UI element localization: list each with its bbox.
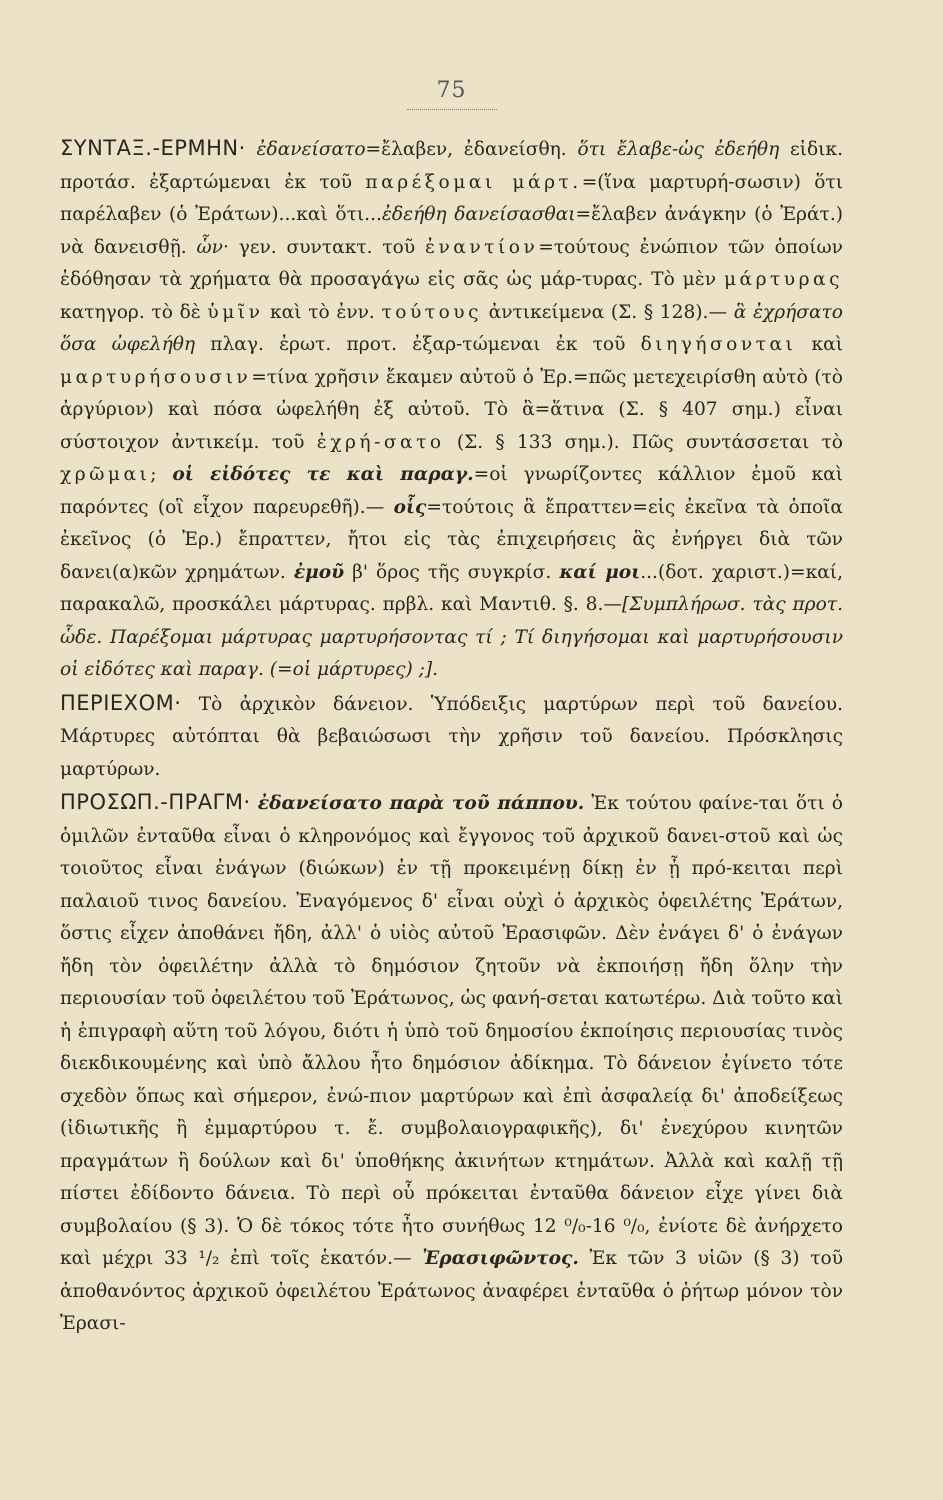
text-run: =τίνα χρῆσιν ἔκαμεν αὐτοῦ ὁ Ἐρ.=πῶς μετεχειρίσθη αὐτὸ (τὸ ἀργύριον) καὶ πόσα ὠφελήθη ἐξ αὐτοῦ. Τὸ ἃ=ἅτινα (Σ. § 407 σημ.) εἶναι σύστοιχον ἀντικείμ. τοῦ xyxy=(60,366,843,453)
contents-paragraph xyxy=(60,687,843,787)
text-run: ἐμοῦ xyxy=(293,561,345,583)
text-run: παρέξομαι μάρτ. xyxy=(365,171,582,193)
text-run: κατηγορ. τὸ δὲ xyxy=(60,301,208,323)
text-run: =(ἵνα μαρτυρή-σωσιν) ὅτι παρέλαβεν (ὁ Ἐράτων)...καὶ ὅτι... xyxy=(60,171,843,225)
page-number: 75 xyxy=(436,78,467,103)
text-run: ἐχρή-σατο xyxy=(316,431,445,453)
text-run: ὅτι ἔλαβε-ὡς ἐδεήθη xyxy=(577,139,780,160)
text-run: =ἔλαβεν ἀνάγκην (ὁ Ἐράτ.) νὰ δανεισθῇ. xyxy=(60,204,843,258)
text-run: καὶ τὸ ἐνν. xyxy=(263,301,382,323)
persons-paragraph xyxy=(60,786,843,1341)
text-run: ; xyxy=(150,464,173,485)
text-run: · γεν. συντακτ. τοῦ xyxy=(222,236,426,258)
text-run: οἷς xyxy=(393,496,427,518)
syntax-text xyxy=(60,139,843,680)
page-number-rule xyxy=(407,109,497,110)
text-run: Ἐκ τούτου φαίνε-ται ὅτι ὁ ὁμιλῶν ἐνταῦθα εἶναι ὁ κληρονόμος καὶ ἔγγονος τοῦ ἀρχικοῦ δανει-στοῦ καὶ ὡς τοιοῦτος εἶναι ἐνάγων (διώκων) ἐν τῇ προκειμένῃ δίκῃ ἐν ᾗ πρό-κειται περὶ παλαιοῦ τινος δανείου. Ἐναγόμενος δ' εἶναι οὐχὶ ὁ ἀρχικὸς ὀφειλέτης Ἐράτων, ὅστις εἶχεν ἀποθάνει ἤδη, ἀλλ' ὁ υἱὸς αὐτοῦ Ἐρασιφῶν. Δὲν ἐνάγει δ' ὁ ἐνάγων ἤδη τὸν ὀφειλέτην ἀλλὰ τὸ δημόσιον ζητοῦν νὰ ἐκποιήσῃ ἤδη ὅλην τὴν περιουσίαν τοῦ ὀφειλέτου τοῦ Ἐράτωνος, ὡς φανή-σεται κατωτέρω. Διὰ τοῦτο καὶ ἡ ἐπιγραφὴ αὕτη τοῦ λόγου, διότι ἡ ὑπὸ τοῦ δημοσίου ἐκποίησις περιουσίας τινὸς διεκδικουμένης καὶ ὑπὸ ἄλλου ἦτο δημόσιον ἀδίκημα. Τὸ δάνειον ἐγίνετο τότε σχεδὸν ὅπως καὶ σήμερον, ἐνώ-πιον μαρτύρων καὶ ἐπὶ ἀσφαλείᾳ δι' ἀποδείξεως (ἰδιωτικῆς ἢ ἐμμαρτύρου τ. ἔ. συμβολαιογραφικῆς), δι' ἐνεχύρου κινητῶν πραγμάτων ἢ δούλων καὶ δι' ὑποθήκης ἀκινήτων κτημάτων. Ἀλλὰ καὶ καλῇ τῇ πίστει ἐδίδοντο δάνεια. Τὸ περὶ οὗ πρόκειται ἐνταῦθα δάνειον εἶχε γίνει διὰ συμβολαίου (§ 3). Ὁ δὲ τόκος τότε ἦτο συνήθως 12 ⁰/₀-16 ⁰/₀, ἐνίοτε δὲ ἀνήρχετο καὶ μέχρι 33 ¹/₂ ἐπὶ τοῖς ἑκατόν.— xyxy=(60,793,843,1269)
text-run xyxy=(246,139,257,160)
text-run: =τούτοις ἃ ἔπραττεν=εἰς ἐκεῖνα τὰ ὁποῖα ἐκεῖνος (ὁ Ἐρ.) ἔπραττεν, ἤτοι εἰς τὰς ἐπιχειρήσεις ἃς ἐνήργει διὰ τῶν δανει(α)κῶν χρημάτων. xyxy=(60,496,843,583)
text-run: [Συμπλήρωσ. τὰς προτ. ὧδε. Παρέξομαι μάρτυρας μαρτυρήσοντας τί ; Τί διηγήσομαι καὶ μαρτυρήσουσιν οἱ εἰδότες καὶ παραγ. (=οἱ μάρτυρες) ;]. xyxy=(60,594,843,680)
text-run: διηγήσονται xyxy=(640,334,797,355)
text-run: καί μοι xyxy=(559,561,641,583)
text-run: Ἐρασιφῶντος. xyxy=(422,1248,579,1269)
text-run xyxy=(251,793,258,814)
text-run: ἃ ἐχρήσατο ὅσα ὠφελήθη xyxy=(60,301,844,355)
text-run: ἐδεήθη δανείσασθαι xyxy=(381,204,576,225)
text-run: β' ὅρος τῆς συγκρίσ. xyxy=(344,561,560,583)
text-run: =οἱ γνωρίζοντες κάλλιον ἐμοῦ καὶ παρόντες (οἳ εἶχον παρευρεθῆ).— xyxy=(60,464,843,518)
text-run: καὶ xyxy=(796,334,843,355)
syntax-paragraph xyxy=(60,132,843,687)
text-run: ὧν xyxy=(196,236,223,258)
text-run: πλαγ. ἐρωτ. προτ. ἐξαρ-τώμεναι ἐκ τοῦ xyxy=(195,334,641,355)
text-run: μαρτυρήσουσιν xyxy=(60,366,252,388)
page-body xyxy=(60,132,843,1341)
text-run: ἐδανείσατο xyxy=(256,139,366,160)
text-run: οἱ εἰδότες τε καὶ παραγ. xyxy=(172,464,474,485)
text-run: Ἐκ τῶν 3 υἱῶν (§ 3) τοῦ ἀποθανόντος ἀρχικοῦ ὀφειλέτου Ἐράτωνος ἀναφέρει ἐνταῦθα ὁ ῥήτωρ μόνον τὸν Ἐρασι- xyxy=(60,1248,843,1334)
text-run: μάρτυρας xyxy=(723,269,843,290)
persons-heading: ΠΡΟΣΩΠ.-ΠΡΑΓΜ· xyxy=(60,790,251,814)
persons-text xyxy=(60,793,843,1334)
text-run: χρῶμαι xyxy=(60,464,151,485)
text-run: τούτους xyxy=(381,301,482,323)
contents-text: Τὸ ἀρχικὸν δάνειον. Ὑπόδειξις μαρτύρων περὶ τοῦ δανείου. Μάρτυρες αὐτόπται θὰ βεβαιώσωσι τὴν χρῆσιν τοῦ δανείου. Πρόσκλησις μαρτύρων. xyxy=(60,693,843,780)
text-run: ἐδανείσατο παρὰ τοῦ πάππου. xyxy=(257,793,585,814)
text-run: =ἔλαβεν, ἐδανείσθη. xyxy=(365,139,578,160)
text-run: ...(δοτ. χαριστ.)=καί, παρακαλῶ, προσκάλει μάρτυρας. πρβλ. καὶ Μαντιθ. §. 8.— xyxy=(60,561,843,615)
text-run: (Σ. § 133 σημ.). Πῶς συντάσσεται τὸ xyxy=(444,431,843,453)
text-run: ὑμῖν xyxy=(207,301,264,323)
text-run: εἰδικ. προτάσ. ἐξαρτώμεναι ἐκ τοῦ xyxy=(60,139,843,193)
contents-heading: ΠΕΡΙΕΧΟΜ· xyxy=(60,690,182,715)
text-run: =τούτους ἐνώπιον τῶν ὁποίων ἐδόθησαν τὰ χρήματα θὰ προσαγάγω εἰς σᾶς ὡς μάρ-τυρας. Τὸ μὲν xyxy=(60,236,843,290)
syntax-heading: ΣΥΝΤΑΞ.-ΕΡΜΗΝ· xyxy=(60,136,246,160)
text-run: ἐναντίον xyxy=(425,236,539,258)
text-run: ἀντικείμενα (Σ. § 128).— xyxy=(481,301,734,323)
